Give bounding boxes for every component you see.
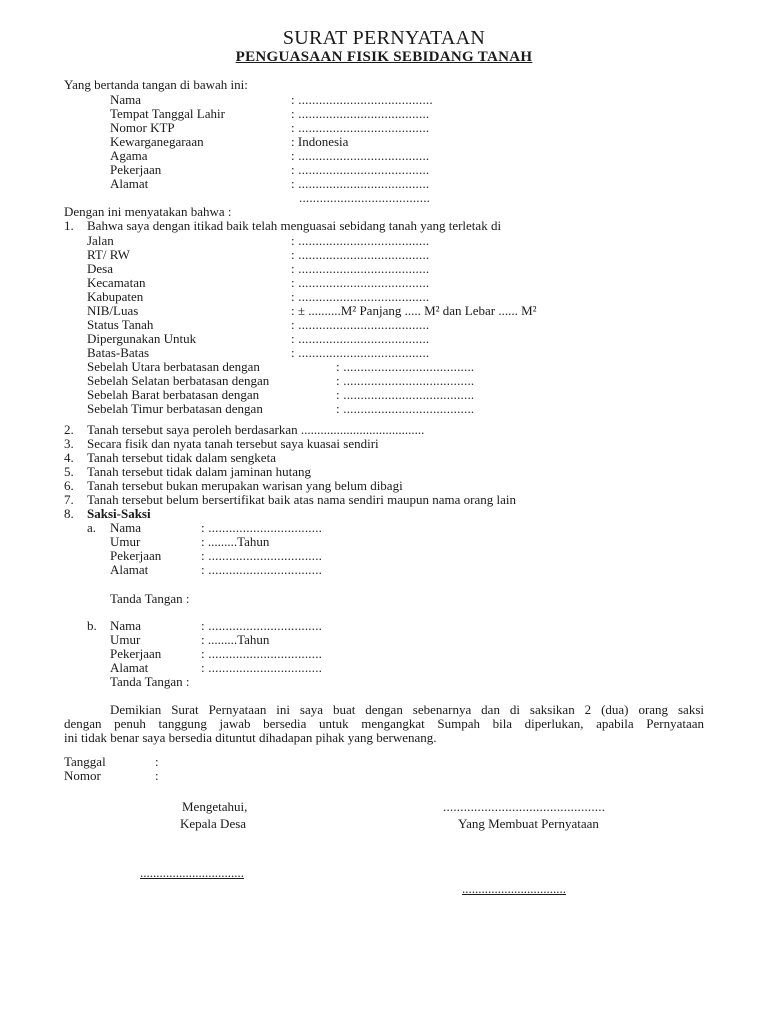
village-head-signature-line: ................................	[140, 865, 244, 880]
field-label: Kewarganegaraan	[110, 134, 204, 149]
field-label: RT/ RW	[87, 247, 130, 262]
witness-value: : .........Tahun	[201, 632, 270, 647]
point-number: 1.	[64, 218, 74, 233]
field-value: : Indonesia	[291, 134, 349, 149]
witness-value: : .................................	[201, 520, 323, 535]
witness-label: Pekerjaan	[110, 548, 162, 563]
field-value: : ......................................	[291, 120, 430, 135]
field-label: Status Tanah	[87, 317, 154, 332]
field-label: Kabupaten	[87, 289, 144, 304]
field-value: : ......................................	[291, 289, 430, 304]
point-number: 2.	[64, 422, 74, 437]
point-number: 5.	[64, 464, 74, 479]
border-value: : ......................................	[336, 401, 475, 416]
closing-line: dengan penuh tanggung jawab bersedia untuk mengangkat Sumpah bila diperlukan, apabila Pernyataan	[64, 716, 704, 731]
number-value: :	[155, 768, 159, 783]
border-value: : ......................................	[336, 387, 475, 402]
field-value: : ......................................	[291, 275, 430, 290]
border-value: : ......................................	[336, 359, 475, 374]
field-label: Nama	[110, 92, 142, 107]
date-value: :	[155, 754, 159, 769]
border-label: Sebelah Barat berbatasan dengan	[87, 387, 260, 402]
witness-label: Nama	[110, 618, 142, 633]
point-text: Tanah tersebut belum bersertifikat baik atas nama sendiri maupun nama orang lain	[87, 492, 517, 507]
closing-line: ini tidak benar saya bersedia dituntut dihadapan pihak yang berwenang.	[64, 730, 437, 745]
field-label: Pekerjaan	[110, 162, 162, 177]
witness-label: Alamat	[110, 562, 149, 577]
field-label: Alamat	[110, 176, 149, 191]
declarant-signature-line: ................................	[462, 881, 566, 896]
point-number: 6.	[64, 478, 74, 493]
declarant-label: Yang Membuat Pernyataan	[458, 816, 599, 831]
witness-label: Pekerjaan	[110, 646, 162, 661]
field-label: Kecamatan	[87, 275, 146, 290]
witness-label: Umur	[110, 534, 141, 549]
witness-label: Alamat	[110, 660, 149, 675]
point-number: 8.	[64, 506, 74, 521]
field-value-continuation: ......................................	[299, 190, 431, 205]
border-value: : ......................................	[336, 373, 475, 388]
witness-signature: Tanda Tangan :	[110, 591, 190, 606]
point-number: 7.	[64, 492, 74, 507]
witnesses-heading: Saksi-Saksi	[87, 506, 151, 521]
date-label: Tanggal	[64, 754, 106, 769]
border-label: Sebelah Selatan berbatasan dengan	[87, 373, 270, 388]
point-text: Bahwa saya dengan itikad baik telah menguasai sebidang tanah yang terletak di	[87, 218, 502, 233]
field-label: Jalan	[87, 233, 114, 248]
field-value: : ± ..........M² Panjang ..... M² dan Lebar ...... M²	[291, 303, 537, 318]
intro-text: Yang bertanda tangan di bawah ini:	[64, 77, 248, 92]
field-value: : ......................................	[291, 176, 430, 191]
village-head-label: Kepala Desa	[180, 816, 247, 831]
witness-value: : .................................	[201, 562, 323, 577]
point-text: Tanah tersebut tidak dalam sengketa	[87, 450, 276, 465]
witness-marker: b.	[87, 618, 97, 633]
field-value: : ......................................	[291, 317, 430, 332]
field-value: : ......................................	[291, 331, 430, 346]
field-value: : ......................................	[291, 247, 430, 262]
point-text: Tanah tersebut bukan merupakan warisan yang belum dibagi	[87, 478, 403, 493]
field-label: Tempat Tanggal Lahir	[110, 106, 225, 121]
field-label: Batas-Batas	[87, 345, 150, 360]
document-title: SURAT PERNYATAAN	[282, 27, 486, 49]
border-label: Sebelah Timur berbatasan dengan	[87, 401, 263, 416]
border-label: Sebelah Utara berbatasan dengan	[87, 359, 260, 374]
field-label: Desa	[87, 261, 113, 276]
field-value: : ......................................	[291, 162, 430, 177]
field-label: Nomor KTP	[110, 120, 175, 135]
point-number: 4.	[64, 450, 74, 465]
field-label: Agama	[110, 148, 148, 163]
point-text: Secara fisik dan nyata tanah tersebut saya kuasai sendiri	[87, 436, 379, 451]
acknowledged-label: Mengetahui,	[182, 799, 248, 814]
point-number: 3.	[64, 436, 74, 451]
field-label: Dipergunakan Untuk	[87, 331, 197, 346]
witness-label: Umur	[110, 632, 141, 647]
declaration-intro: Dengan ini menyatakan bahwa :	[64, 204, 232, 219]
point-text: Tanah tersebut tidak dalam jaminan hutang	[87, 464, 311, 479]
field-value: : ......................................	[291, 106, 430, 121]
closing-line: Demikian Surat Pernyataan ini saya buat dengan sebenarnya dan di saksikan 2 (dua) orang saksi	[110, 702, 704, 717]
field-label: NIB/Luas	[87, 303, 139, 318]
field-value: : ......................................	[291, 261, 430, 276]
witness-value: : .........Tahun	[201, 534, 270, 549]
witness-label: Nama	[110, 520, 142, 535]
document-subtitle: PENGUASAAN FISIK SEBIDANG TANAH	[235, 49, 533, 65]
witness-value: : .................................	[201, 660, 323, 675]
point-text: Tanah tersebut saya peroleh berdasarkan ......................................	[87, 422, 425, 437]
field-value: : .......................................	[291, 92, 433, 107]
witness-value: : .................................	[201, 548, 323, 563]
witness-marker: a.	[87, 520, 97, 535]
witness-value: : .................................	[201, 618, 323, 633]
witness-signature: Tanda Tangan :	[110, 674, 190, 689]
witness-value: : .................................	[201, 646, 323, 661]
field-value: : ......................................	[291, 233, 430, 248]
field-value: : ......................................	[291, 148, 430, 163]
number-label: Nomor	[64, 768, 101, 783]
place-date-line: ...............................................	[443, 799, 606, 814]
field-value: : ......................................	[291, 345, 430, 360]
